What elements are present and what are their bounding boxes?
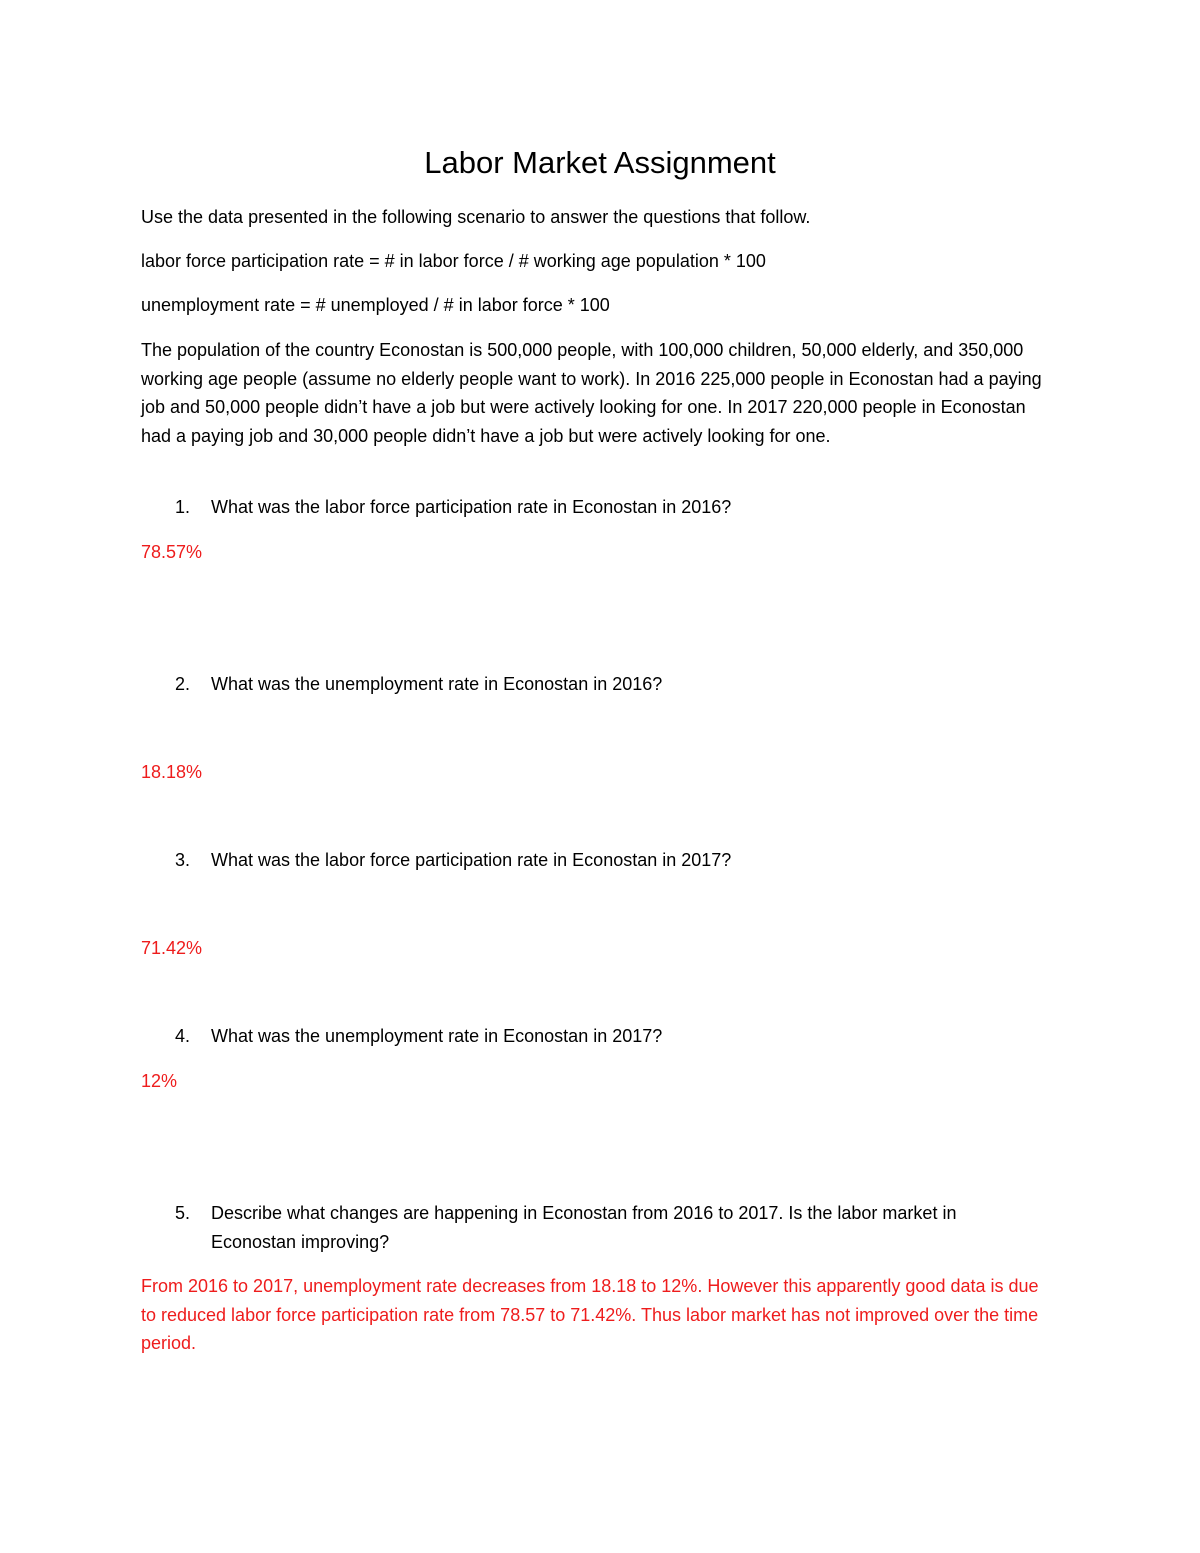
formula-labor-force-participation: labor force participation rate = # in labor force / # working age population * 100 — [141, 251, 766, 271]
answer-2: 18.18% — [141, 762, 203, 782]
question-text: What was the unemployment rate in Econostan in 2017? — [211, 1026, 663, 1046]
question-3 — [175, 846, 1055, 875]
formula-unemployment-rate: unemployment rate = # unemployed / # in labor force * 100 — [141, 295, 610, 315]
answer-3: 71.42% — [141, 938, 203, 958]
answer-1: 78.57% — [141, 542, 203, 562]
question-1 — [175, 493, 1055, 522]
answer-5: From 2016 to 2017, unemployment rate decreases from 18.18 to 12%. However this apparently good data is due to reduced labor force participation rate from 78.57 to 71.42%. Thus labor market has not improved over the time period. — [141, 1276, 1039, 1353]
question-number: 2. — [175, 674, 191, 694]
page-title: Labor Market Assignment — [424, 145, 776, 180]
question-text: What was the unemployment rate in Econostan in 2016? — [211, 674, 663, 694]
question-2 — [175, 670, 1055, 699]
question-number: 5. — [175, 1203, 191, 1223]
question-number: 3. — [175, 850, 191, 870]
question-number: 1. — [175, 497, 191, 517]
question-text: Describe what changes are happening in Econostan from 2016 to 2017. Is the labor market in Econostan improving? — [211, 1203, 957, 1252]
intro-text: Use the data presented in the following scenario to answer the questions that follow. — [141, 207, 811, 227]
question-number: 4. — [175, 1026, 191, 1046]
question-text: What was the labor force participation rate in Econostan in 2016? — [211, 497, 732, 517]
question-text: What was the labor force participation rate in Econostan in 2017? — [211, 850, 732, 870]
scenario-paragraph: The population of the country Econostan is 500,000 people, with 100,000 children, 50,000 elderly, and 350,000 working age people (assume no elderly people want to work). In 2016 225,000 people in Econostan had a paying job and 50,000 people didn’t have a job but were actively looking for one. In 2017 220,000 people in Econostan had a paying job and 30,000 people didn’t have a job but were actively looking for one. — [141, 340, 1042, 446]
question-5 — [175, 1199, 1045, 1256]
answer-4: 12% — [141, 1071, 178, 1091]
question-4 — [175, 1022, 1055, 1051]
